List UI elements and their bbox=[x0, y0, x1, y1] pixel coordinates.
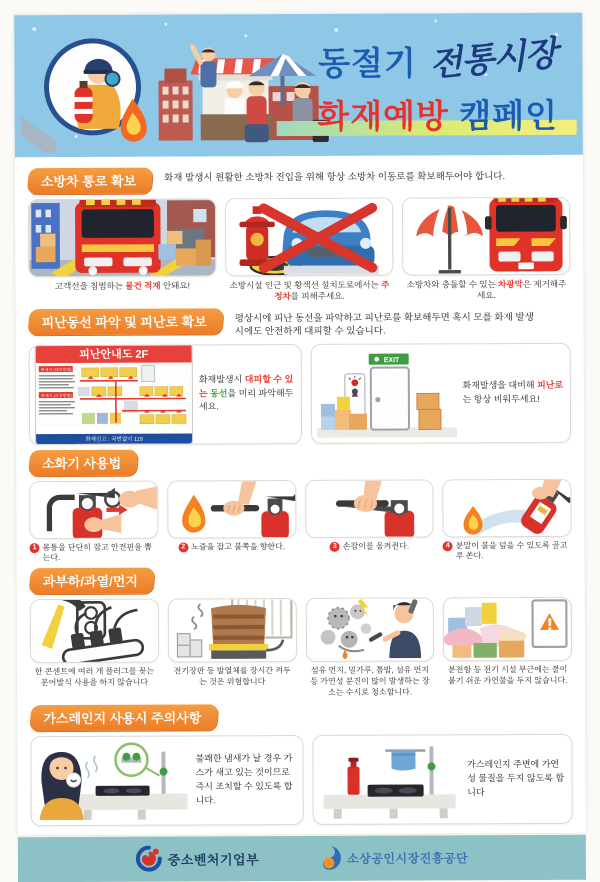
step-caption: 3 손잡이를 움켜쥔다. bbox=[305, 537, 434, 552]
section-fire-truck-access bbox=[28, 166, 570, 194]
step-number-badge: 1 bbox=[30, 543, 40, 553]
card-dust-cleaning bbox=[305, 598, 434, 699]
section-badge: 소화기 사용법 bbox=[28, 449, 138, 475]
card-awning-removal bbox=[402, 197, 570, 303]
fire-truck-front-icon bbox=[75, 199, 161, 275]
squeeze-handle-icon bbox=[306, 480, 433, 537]
svg-text:EXIT: EXIT bbox=[383, 357, 399, 364]
blocked-fire-truck-icon bbox=[29, 199, 215, 276]
card-no-parking bbox=[225, 198, 393, 304]
card-blocked-fire-truck bbox=[28, 198, 217, 304]
fire-truck-front-icon bbox=[485, 198, 567, 272]
step-caption: 2 노즐을 잡고 불쪽을 향한다. bbox=[167, 538, 296, 553]
card-caption: 고객선을 침범하는 물건 적재 안돼요! bbox=[28, 276, 216, 292]
section-evacuation-route bbox=[28, 307, 570, 340]
ministry-smes-logo-icon bbox=[136, 846, 162, 872]
card-caption: 소방차와 충돌할 수 있는 차광막은 제거해주세요. bbox=[402, 275, 570, 303]
title-season: 동절기 bbox=[318, 44, 417, 81]
card-distribution-panel bbox=[443, 597, 572, 698]
panel-clutter-icon bbox=[444, 598, 571, 661]
poster-header bbox=[14, 13, 583, 157]
step-number-badge: 3 bbox=[330, 541, 340, 551]
exit-door-icon bbox=[316, 349, 456, 438]
card-electric-blanket bbox=[168, 598, 297, 699]
gas-smell-icon bbox=[37, 741, 187, 820]
section-badge: 소방차 통로 확보 bbox=[27, 168, 153, 195]
step-number-badge: 4 bbox=[443, 541, 453, 551]
electrical-panel-icon bbox=[533, 601, 567, 648]
overloaded-outlet-icon bbox=[31, 600, 158, 663]
campaign-poster bbox=[14, 13, 586, 835]
card-caption: 화재발생시 대피할 수 있는 동선을 미리 파악해두세요. bbox=[199, 373, 296, 414]
card-caption: 전기장판 등 발열체를 장시간 켜두는 것은 위험합니다 bbox=[168, 662, 297, 688]
no-parking-icon bbox=[226, 199, 392, 276]
aim-nozzle-icon bbox=[168, 481, 295, 538]
svg-text:화재시 (대처방법): 화재시 (대처방법) bbox=[41, 366, 73, 372]
card-caption: 한 콘센트에 여러 개 플러그를 꽂는 문어발식 사용을 하지 않습니다 bbox=[30, 663, 159, 689]
step-caption: 1 몸통을 단단히 잡고 안전핀을 뽑는다. bbox=[29, 538, 158, 563]
card-octopus-wiring bbox=[30, 599, 159, 700]
org-ministry-smes bbox=[136, 845, 260, 872]
woman-icon bbox=[39, 752, 83, 820]
section-description: 화재 발생시 원활한 소방차 진입을 위해 항상 소방차 이동로를 확보해두어야 합니다. bbox=[152, 166, 505, 185]
org-semas bbox=[317, 845, 468, 870]
spray-fire-icon bbox=[443, 479, 570, 536]
awning-and-truck-icon bbox=[403, 198, 569, 275]
card-caption: 섬유 먼지, 밀가루, 톱밥, 섬유 먼지 등 가연성 분진이 많이 발생하는 장소는 수시로 청소합니다. bbox=[306, 662, 435, 699]
poster-footer bbox=[18, 834, 586, 881]
card-gas-range-clearance bbox=[312, 734, 573, 825]
gas-range-clearance-icon bbox=[319, 740, 459, 819]
card-caption: 가스레인지 주변에 가연성 물질을 두지 않도록 합니다 bbox=[467, 758, 566, 800]
card-extinguisher-step4 bbox=[442, 478, 571, 561]
title-market: 전통시장 bbox=[427, 25, 558, 85]
org-name: 소상공인시장진흥공단 bbox=[347, 849, 468, 867]
section-badge: 가스레인지 사용시 주의사항 bbox=[29, 704, 218, 731]
electric-blanket-icon bbox=[169, 599, 296, 662]
org-name: 중소벤처기업부 bbox=[168, 849, 259, 868]
card-caption: 화재발생을 대비해 피난로는 항상 비워두세요! bbox=[463, 379, 565, 406]
card-extinguisher-step1 bbox=[29, 480, 158, 563]
section-badge: 과부하/과열/먼지 bbox=[29, 568, 155, 595]
svg-text:화재시 (사용방법): 화재시 (사용방법) bbox=[41, 392, 73, 398]
exit-sign-icon bbox=[368, 353, 408, 364]
title-campaign: 캠페인 bbox=[459, 97, 558, 134]
card-caption: 분전함 등 전기 시설 부근에는 불이 붙기 쉬운 가연물을 두지 않습니다. bbox=[443, 661, 572, 687]
section-description: 평상시에 피난 동선을 파악하고 피난로를 확보해두면 혹시 모를 화재 발생시에도 안전하게 대피할 수 있습니다. bbox=[223, 307, 543, 339]
card-extinguisher-step3 bbox=[305, 479, 434, 562]
snow-dots bbox=[14, 13, 582, 15]
evacuation-map-diagram bbox=[36, 363, 192, 430]
section-extinguisher-usage bbox=[29, 447, 571, 475]
card-gas-leak bbox=[30, 735, 303, 826]
semas-logo-icon bbox=[317, 846, 341, 870]
map-emergency-number: 화재신고 : 국번없이 119 bbox=[36, 434, 192, 445]
section-overload-overheat-dust bbox=[30, 566, 572, 594]
card-caption: 불쾌한 냄새가 날 경우 가스가 새고 있는 것이므로 즉시 조치할 수 있도록 합니다. bbox=[195, 752, 296, 808]
section-badge: 피난동선 파악 및 피난로 확보 bbox=[27, 308, 223, 335]
section-gas-range-caution bbox=[30, 703, 572, 731]
step-caption: 4 분말이 불을 덮을 수 있도록 골고루 쏜다. bbox=[443, 536, 572, 561]
card-caption: 소방시설 인근 및 황색선 설치도로에서는 주정차를 피해주세요. bbox=[225, 276, 393, 304]
step-number-badge: 2 bbox=[178, 542, 188, 552]
card-evacuation-map bbox=[29, 344, 302, 445]
magnifier-handle-icon bbox=[20, 114, 60, 153]
title-fire-prevention: 화재예방 bbox=[317, 97, 449, 135]
evacuation-map-title: 피난안내도 2F bbox=[36, 345, 192, 364]
flammable-dust-icon bbox=[306, 599, 433, 662]
card-clear-exit bbox=[310, 342, 571, 443]
evacuation-map bbox=[35, 344, 193, 445]
poster-content bbox=[15, 155, 586, 826]
poster-title bbox=[306, 35, 568, 138]
boxes-icon bbox=[417, 393, 441, 429]
card-extinguisher-step2 bbox=[167, 480, 296, 563]
pull-pin-icon bbox=[30, 481, 157, 538]
